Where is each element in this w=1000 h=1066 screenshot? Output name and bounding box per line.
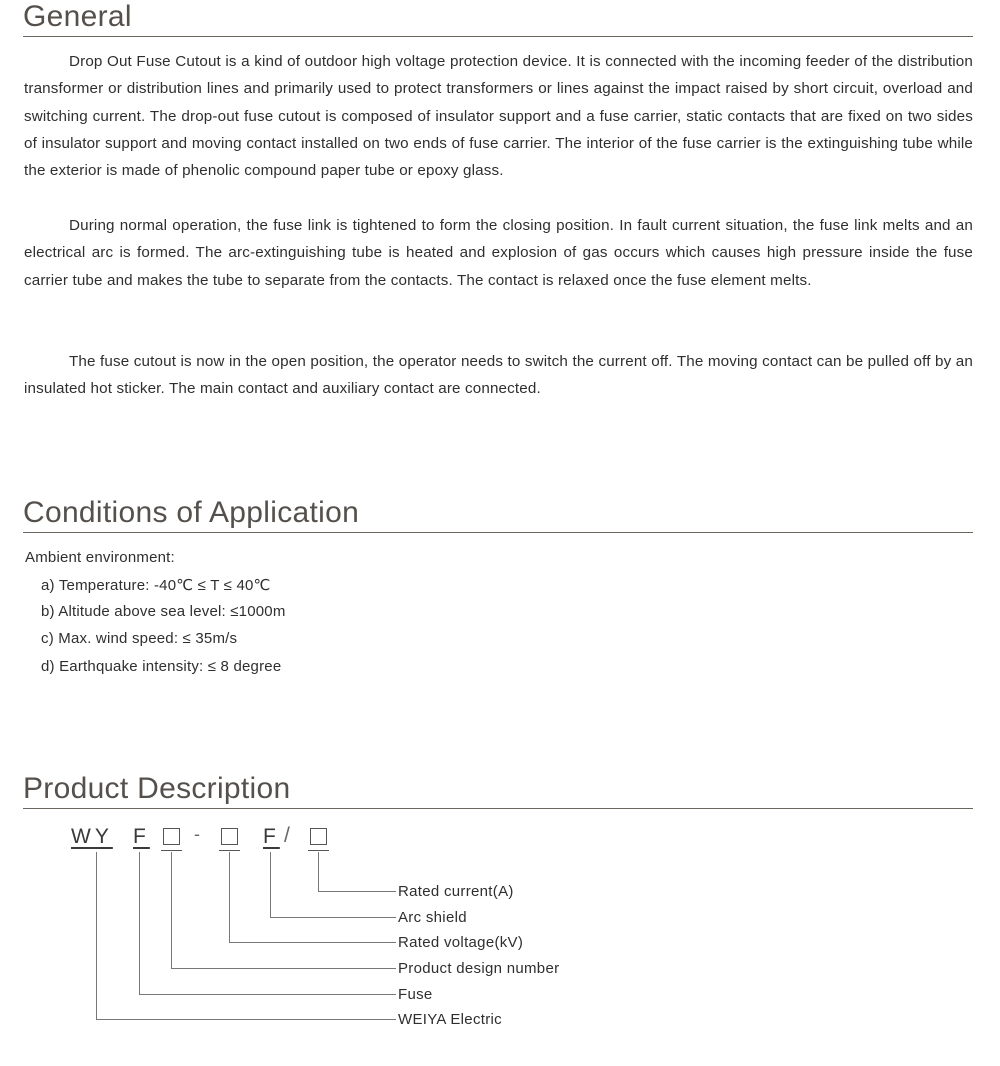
code-slash: /	[284, 824, 290, 847]
leader-rated-current	[319, 852, 397, 892]
product-heading: Product Description	[23, 772, 291, 805]
condition-altitude: b) Altitude above sea level: ≤1000m	[41, 603, 286, 620]
code-dash: -	[194, 824, 200, 844]
general-heading: General	[23, 0, 132, 33]
general-paragraph-3: The fuse cutout is now in the open position, the operator needs to switch the current off. The moving contact can be pulled off by an insulated hot sticker. The main contact and auxiliary contact are connected.	[24, 353, 973, 398]
label-design-number: Product design number	[398, 960, 560, 977]
leader-arc-shield	[271, 852, 397, 918]
general-paragraph-2: During normal operation, the fuse link is tightened to form the closing position. In fault current situation, the fuse link melts and an electrical arc is formed. The arc-extinguishing tube is heated and explosion of gas occurs which causes high pressure inside the fuse carrier tube and makes the tube to separate from the contacts. The contact is relaxed once the fuse element melts.	[24, 217, 973, 289]
leader-rated-voltage	[230, 852, 397, 943]
code-fuse-letter: F	[133, 825, 150, 848]
general-paragraph-1: Drop Out Fuse Cutout is a kind of outdoor high voltage protection device. It is connected with the incoming feeder of the distribution transformer or distribution lines and primarily used to protect transformers or lines against the impact raised by short circuit, overload and switching current. The drop-out fuse cutout is composed of insulator support and a fuse carrier, static contacts that are fixed on two sides of insulator support and moving contact installed on two ends of fuse carrier. The interior of the fuse carrier is the extinguishing tube while the exterior is made of phenolic compound paper tube or epoxy glass.	[24, 53, 973, 180]
conditions-heading: Conditions of Application	[23, 496, 360, 529]
label-rated-voltage: Rated voltage(kV)	[398, 934, 524, 951]
label-fuse: Fuse	[398, 986, 433, 1003]
label-rated-current: Rated current(A)	[398, 883, 514, 900]
condition-wind-speed: c) Max. wind speed: ≤ 35m/s	[41, 630, 238, 647]
condition-earthquake: d) Earthquake intensity: ≤ 8 degree	[41, 658, 282, 675]
code-brand-wy: WY	[71, 825, 113, 848]
label-arc-shield: Arc shield	[398, 909, 467, 926]
leader-design-number	[172, 852, 397, 969]
code-arc-shield-letter: F	[263, 825, 280, 848]
label-weiya-electric: WEIYA Electric	[398, 1011, 502, 1028]
condition-temperature: a) Temperature: -40℃ ≤ T ≤ 40℃	[41, 577, 271, 594]
ambient-environment-label: Ambient environment:	[25, 549, 175, 566]
leader-fuse	[140, 852, 397, 995]
